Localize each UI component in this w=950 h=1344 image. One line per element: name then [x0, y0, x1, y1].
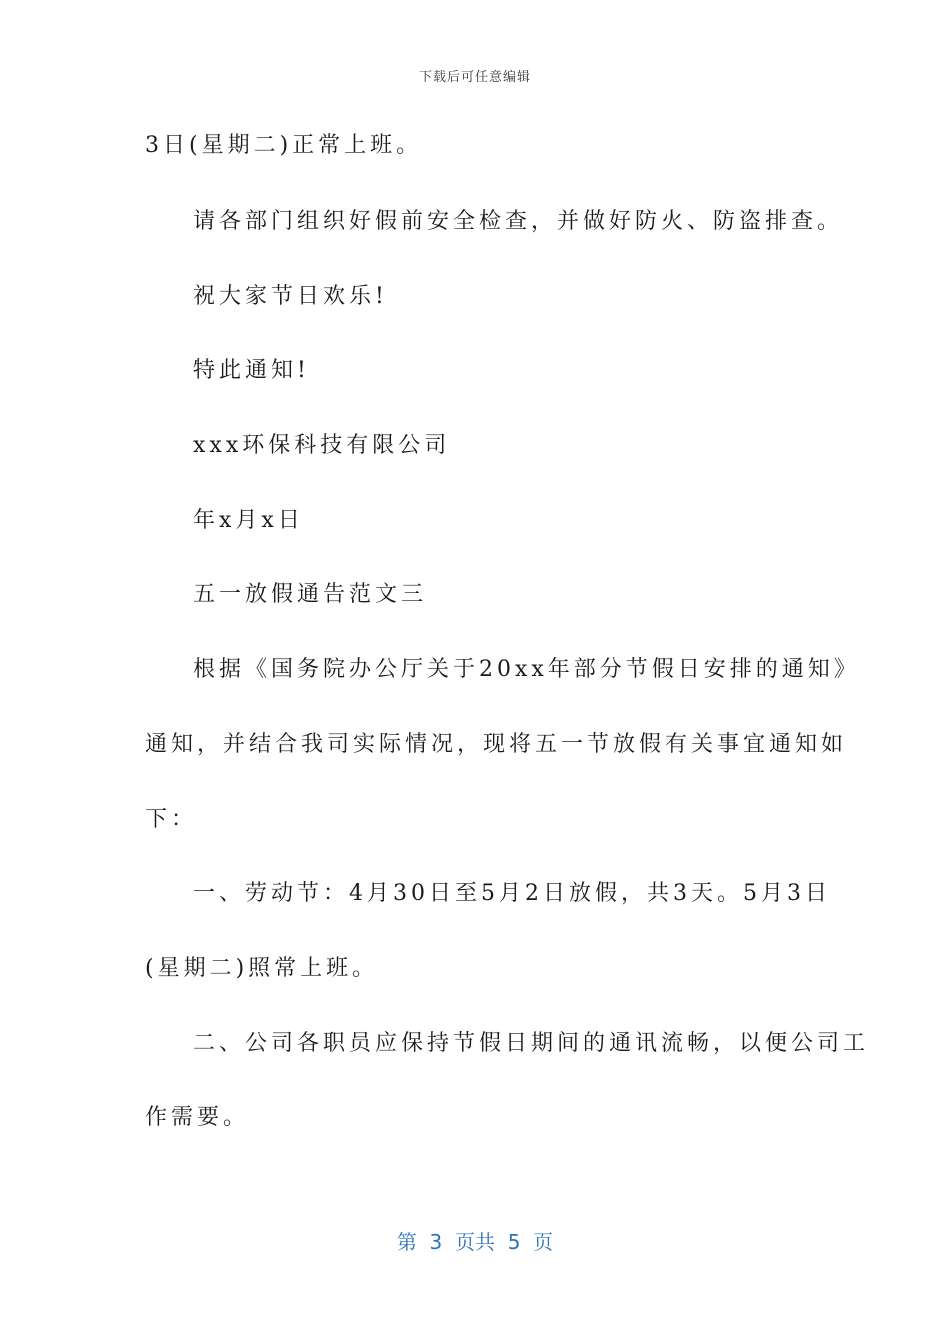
- date-line: 年x月x日: [193, 508, 304, 533]
- body-text-line: 通知，并结合我司实际情况，现将五一节放假有关事宜通知如: [145, 732, 848, 757]
- body-text-line: 特此通知!: [193, 358, 310, 383]
- section-title: 五一放假通告范文三: [193, 582, 428, 607]
- header-note: 下载后可任意编辑: [418, 70, 531, 85]
- body-text-line: 二、公司各职员应保持节假日期间的通讯流畅，以便公司工: [193, 1031, 870, 1056]
- body-text-line: 根据《国务院办公厅关于20xx年部分节假日安排的通知》: [193, 657, 860, 682]
- body-text-line: 下：: [145, 807, 198, 832]
- body-text-line: 3日(星期二)正常上班。: [145, 133, 423, 158]
- body-text-line: 作需要。: [145, 1105, 250, 1130]
- body-text-line: 一、劳动节：4月30日至5月2日放假，共3天。5月3日: [193, 881, 831, 906]
- page-number-footer: 第 3 页共 5 页: [396, 1230, 554, 1254]
- body-text-line: 请各部门组织好假前安全检查，并做好防火、防盗排查。: [193, 209, 844, 234]
- body-text-line: (星期二)照常上班。: [145, 956, 379, 981]
- body-text-line: 祝大家节日欢乐!: [193, 284, 388, 309]
- company-name: xxx环保科技有限公司: [193, 433, 451, 458]
